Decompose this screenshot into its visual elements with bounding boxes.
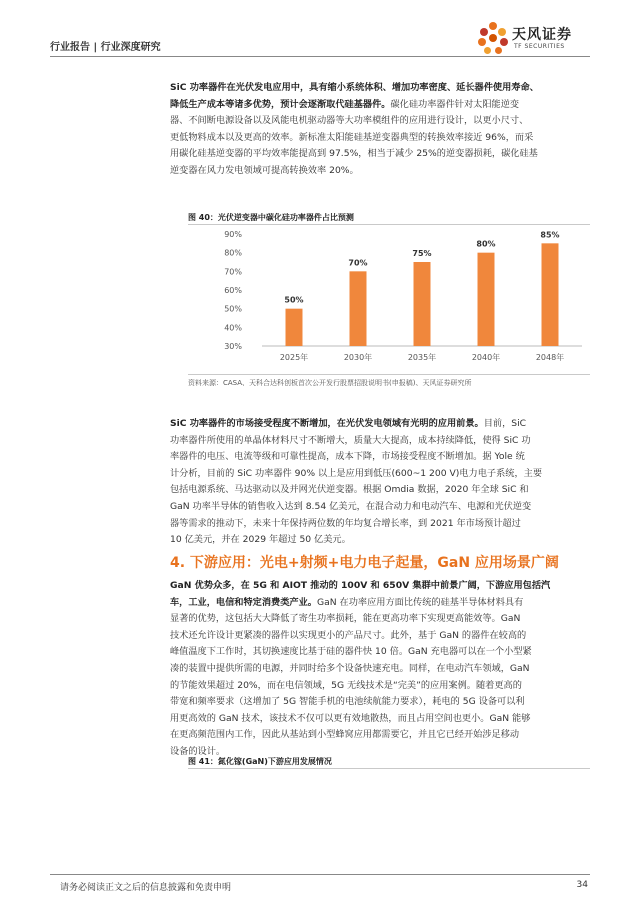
body-text: 设备的设计。 <box>170 745 226 757</box>
footer-divider <box>50 874 590 875</box>
body-text: 用碳化硅基逆变器的平均效率能提高到 97.5%，相当于减少 25%的逆变器损耗，碳化硅基 <box>170 148 538 160</box>
text-line <box>170 499 590 516</box>
body-text: 带宽和频率要求（这增加了 5G 智能手机的电池续航能力要求），耗电的 5G 设备可以利 <box>170 696 525 708</box>
text-line <box>170 711 590 728</box>
body-text: 峰值温度下工作时，其切换速度比基于硅的器件快 10 倍。GaN 充电器可以在一个小型紧 <box>170 646 532 658</box>
paragraph-gan-applications <box>170 578 590 761</box>
text-line <box>170 113 590 130</box>
x-tick-label: 2025年 <box>279 353 309 362</box>
text-line <box>170 516 590 533</box>
y-tick-label: 70% <box>224 267 242 277</box>
bar <box>478 253 495 346</box>
bar <box>350 271 367 346</box>
text-line <box>170 628 590 645</box>
figure-40-bottom-rule <box>188 374 590 375</box>
bar-data-label: 85% <box>540 230 560 240</box>
bold-text: SiC 功率器件在光伏发电应用中，具有缩小系统体积、增加功率密度、延长器件使用寿命、 <box>170 82 539 93</box>
bar <box>286 309 303 346</box>
y-tick-label: 30% <box>224 342 242 351</box>
page-header <box>50 27 590 58</box>
body-text: GaN 在功率应用方面比传统的硅基半导体材料具有 <box>317 596 524 608</box>
report-category: 行业报告 | 行业深度研究 <box>50 42 161 53</box>
text-line <box>170 466 590 483</box>
body-text: 显著的优势，这包括大大降低了寄生功率损耗，能在更高功率下实现更高能效等。GaN <box>170 613 521 625</box>
figure-41-top-rule <box>188 768 590 769</box>
section-heading: 4. 下游应用：光电+射频+电力电子起量，GaN 应用场景广阔 <box>170 555 559 571</box>
bold-text: 降低生产成本等诸多优势，预计会逐渐取代硅基器件。 <box>170 98 391 110</box>
bar-data-label: 75% <box>412 249 432 258</box>
body-text: 用更高效的 GaN 技术，该技术不仅可以更有效地散热，而且占用空间也更小。GaN 能够 <box>170 712 531 724</box>
body-text: 器等需求的推动下，未来十年保持两位数的年均复合增长率，到 2021 年市场预计超过 <box>170 517 521 529</box>
text-line <box>170 678 590 695</box>
text-line <box>170 130 590 147</box>
body-text: 逆变器在风力发电领域可提高转换效率 20%。 <box>170 164 359 176</box>
y-tick-label: 40% <box>224 323 242 333</box>
text-line <box>170 482 590 499</box>
x-tick-label: 2040年 <box>471 353 501 362</box>
y-tick-label: 60% <box>224 286 242 295</box>
text-line <box>170 416 590 433</box>
text-line <box>170 611 590 628</box>
bold-text: 车，工业，电信和特定消费类产业。 <box>170 596 317 608</box>
text-line <box>170 578 590 595</box>
text-line <box>170 97 590 114</box>
logo-text-cn: 天风证券 <box>512 27 572 43</box>
body-text: 率器件的电压、电流等级和可靠性提高，成本下降，市场接受程度不断增加。据 Yole 统 <box>170 451 525 463</box>
x-tick-label: 2035年 <box>407 353 437 362</box>
body-text: 的节能效果超过 20%，而在电信领域，5G 无线技术是“完美”的应用案例。随着更高的 <box>170 679 522 691</box>
bar-data-label: 70% <box>348 258 368 268</box>
figure-40-source: 资料来源：CASA、天科合达科创板首次公开发行股票招股说明书(申报稿)、天风证券研究所 <box>188 379 472 387</box>
body-text: 包括电源系统、马达驱动以及并网光伏逆变器。根据 Omdia 数据，2020 年全球 SiC 和 <box>170 484 529 496</box>
text-line <box>170 595 590 612</box>
text-line <box>170 449 590 466</box>
body-text: 功率器件所使用的单晶体材料尺寸不断增大，质量大大提高，成本持续降低，使得 SiC 功 <box>170 434 531 446</box>
logo-flower-icon <box>478 22 508 56</box>
y-tick-label: 90% <box>224 230 242 239</box>
body-text: 10 亿美元，并在 2029 年超过 50 亿美元。 <box>170 534 351 546</box>
text-line <box>170 644 590 661</box>
text-line <box>170 727 590 744</box>
x-tick-label: 2048年 <box>535 353 565 362</box>
text-line <box>170 163 590 180</box>
bold-text: SiC 功率器件的市场接受程度不断增加，在光伏发电领域有光明的应用前景。 <box>170 418 484 429</box>
figure-40-title: 图 40：光伏逆变器中碳化硅功率器件占比预测 <box>188 213 354 222</box>
bar <box>542 243 559 346</box>
text-line <box>170 146 590 163</box>
text-line <box>170 661 590 678</box>
text-line <box>170 694 590 711</box>
figure-40-top-rule <box>188 224 590 225</box>
bar-data-label: 50% <box>284 295 304 305</box>
x-tick-label: 2030年 <box>343 353 373 362</box>
text-line <box>170 532 590 549</box>
body-text: GaN 功率半导体的销售收入达到 8.54 亿美元，在混合动力和电动汽车、电源和光伏逆变 <box>170 500 532 512</box>
company-logo <box>478 22 590 56</box>
body-text: 更低物料成本以及更高的效率。新标准太阳能硅基逆变器典型的转换效率接近 96%，而采 <box>170 131 534 143</box>
page-number: 34 <box>576 880 588 890</box>
bar <box>414 262 431 346</box>
y-tick-label: 80% <box>224 248 242 258</box>
y-tick-label: 50% <box>224 304 242 314</box>
body-text: 在更高频范围内工作，因此从基站到小型蜂窝应用都需要它，并且它已经开始涉足移动 <box>170 729 520 741</box>
logo-text-en: TF SECURITIES <box>514 43 565 50</box>
paragraph-sic-pv <box>170 80 590 180</box>
bar-data-label: 80% <box>476 239 496 249</box>
text-line <box>170 433 590 450</box>
text-line <box>170 80 590 97</box>
body-text: 技术还允许设计更紧凑的器件以实现更小的产品尺寸。此外，基于 GaN 的器件在较高的 <box>170 629 527 641</box>
body-text: 碳化硅功率器件针对太阳能逆变 <box>390 98 520 110</box>
footer-disclaimer: 请务必阅读正文之后的信息披露和免责申明 <box>60 883 232 893</box>
body-text: 计分析，目前的 SiC 功率器件 90% 以上是应用到低压(600~1 200 V)电力电子系统，主要 <box>170 467 543 479</box>
paragraph-sic-market <box>170 416 590 549</box>
figure-41-title: 图 41：氮化镓(GaN)下游应用发展情况 <box>188 757 332 766</box>
body-text: 器、不间断电源设备以及风能电机驱动器等大功率模组件的应用进行设计，以更小尺寸、 <box>170 115 529 127</box>
figure-40-bar-chart <box>188 228 590 378</box>
header-divider <box>50 56 590 57</box>
body-text: 目前，SiC <box>483 418 527 429</box>
bold-text: GaN 优势众多，在 5G 和 AIOT 推动的 100V 和 650V 集群中前景广阔，下游应用包括汽 <box>170 580 551 591</box>
body-text: 凑的装置中提供所需的电源，并同时给多个设备快速充电。同样，在电动汽车领域，GaN <box>170 662 530 674</box>
